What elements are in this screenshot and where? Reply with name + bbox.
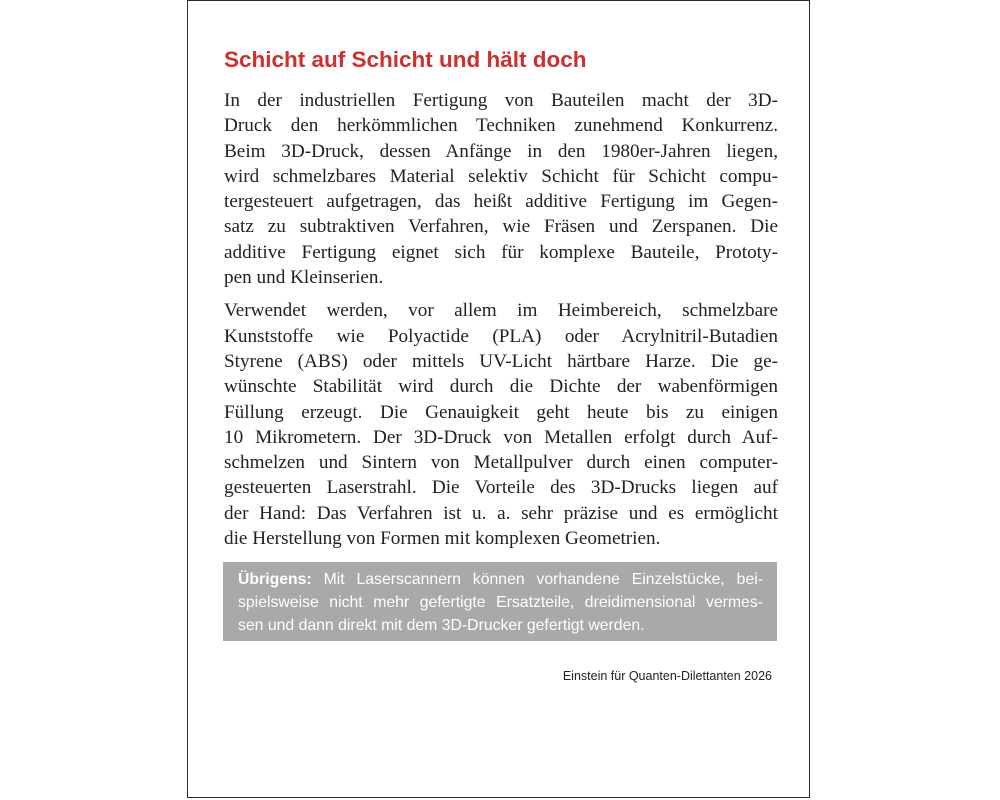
text-line: Füllung erzeugt. Die Genauigkeit geht heute bis zu einigen bbox=[224, 401, 778, 423]
text-line: satz zu subtraktiven Verfahren, wie Fräsen und Zerspanen. Die bbox=[224, 216, 778, 238]
note-line: spielsweise nicht mehr gefertigte Ersatzteile, dreidimensional vermes- bbox=[238, 594, 763, 611]
page-title: Schicht auf Schicht und hält doch bbox=[224, 47, 587, 72]
note-text: Mit Laserscannern können vorhandene Einzelstücke, bei- bbox=[323, 571, 763, 588]
text-line: 10 Mikrometern. Der 3D-Druck von Metallen erfolgt durch Auf- bbox=[224, 426, 778, 448]
text-line: Beim 3D-Druck, dessen Anfänge in den 1980er-Jahren liegen, bbox=[224, 140, 778, 162]
text-line: wünschte Stabilität wird durch die Dichte der wabenförmigen bbox=[224, 376, 778, 398]
note-line: sen und dann direkt mit dem 3D-Drucker gefertigt werden. bbox=[238, 617, 645, 634]
paragraph-2 bbox=[224, 298, 778, 551]
text-line: Styrene (ABS) oder mittels UV-Licht härtbare Harze. Die ge- bbox=[224, 350, 778, 372]
text-line: pen und Kleinserien. bbox=[224, 267, 384, 289]
paragraph-1 bbox=[224, 88, 778, 290]
calendar-page bbox=[187, 0, 810, 798]
text-line: Verwendet werden, vor allem im Heimbereich, schmelzbare bbox=[224, 300, 778, 322]
text-line: schmelzen und Sintern von Metallpulver durch einen computer- bbox=[224, 452, 778, 474]
note-box bbox=[223, 562, 777, 641]
note-line bbox=[238, 568, 763, 591]
note-label: Übrigens: bbox=[238, 571, 312, 588]
text-line: additive Fertigung eignet sich für komplexe Bauteile, Prototy- bbox=[224, 241, 778, 263]
body-text bbox=[224, 88, 778, 559]
text-line: der Hand: Das Verfahren ist u. a. sehr präzise und es ermöglicht bbox=[224, 502, 778, 524]
text-line: wird schmelzbares Material selektiv Schicht für Schicht compu- bbox=[224, 165, 778, 187]
text-line: die Herstellung von Formen mit komplexen Geometrien. bbox=[224, 528, 661, 550]
text-line: Druck den herkömmlichen Techniken zunehmend Konkurrenz. bbox=[224, 115, 778, 137]
text-line: tergesteuert aufgetragen, das heißt additive Fertigung im Gegen- bbox=[224, 191, 778, 213]
text-line: In der industriellen Fertigung von Bauteilen macht der 3D- bbox=[224, 90, 778, 111]
footer-credit: Einstein für Quanten-Dilettanten 2026 bbox=[562, 669, 772, 683]
text-line: Kunststoffe wie Polyactide (PLA) oder Acrylnitril-Butadien bbox=[224, 325, 778, 347]
text-line: gesteuerten Laserstrahl. Die Vorteile des 3D-Drucks liegen auf bbox=[224, 477, 778, 499]
